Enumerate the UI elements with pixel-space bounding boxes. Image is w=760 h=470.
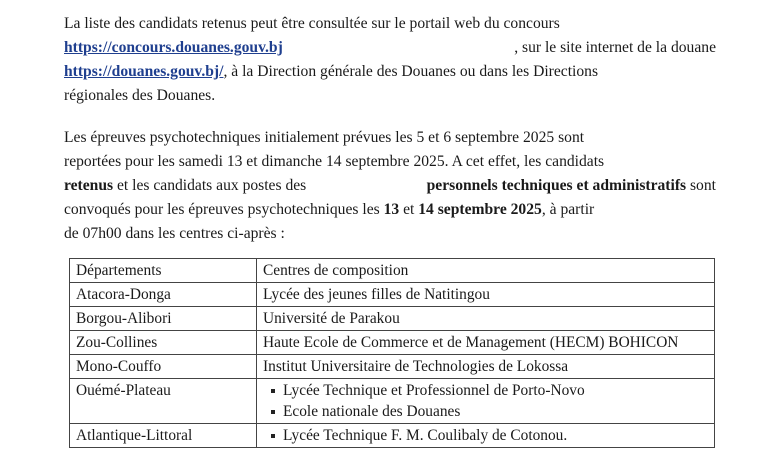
p1-line4: régionales des Douanes. <box>64 87 216 104</box>
table-row <box>70 424 715 448</box>
douanes-site-link[interactable]: https://douanes.gouv.bj/ <box>64 63 224 80</box>
bold-13: 13 <box>383 201 400 218</box>
p2-line5: de 07h00 dans les centres ci-après : <box>64 225 285 242</box>
centre-list <box>263 380 708 422</box>
bold-personnels: personnels techniques et administratifs <box>426 177 687 194</box>
centre-cell: Université de Parakou <box>257 307 715 331</box>
list-item: Ecole nationale des Douanes <box>271 401 708 422</box>
p1-line3-text: , à la Direction générale des Douanes ou dans les Directions <box>223 63 599 80</box>
table-row <box>70 379 715 424</box>
centre-cell <box>257 424 715 448</box>
table-row <box>70 283 715 307</box>
centre-cell <box>257 379 715 424</box>
header-departements: Départements <box>70 259 257 283</box>
dept-cell: Mono-Couffo <box>70 355 257 379</box>
dept-cell: Atlantique-Littoral <box>70 424 257 448</box>
p1-line3 <box>64 60 716 84</box>
bold-retenus: retenus <box>64 177 114 194</box>
table-row <box>70 331 715 355</box>
dept-cell: Zou-Collines <box>70 331 257 355</box>
centre-cell: Institut Universitaire de Technologies de Lokossa <box>257 355 715 379</box>
table-row <box>70 355 715 379</box>
centre-cell: Lycée des jeunes filles de Natitingou <box>257 283 715 307</box>
table-row <box>70 307 715 331</box>
p2-line2: reportées pour les samedi 13 et dimanche 14 septembre 2025. A cet effet, les candidats <box>64 153 605 170</box>
bold-14-sept: 14 septembre 2025 <box>418 201 542 218</box>
centre-list <box>263 425 708 446</box>
paragraph-results-list <box>64 12 716 108</box>
centre-cell: Haute Ecole de Commerce et de Management (HECM) BOHICON <box>257 331 715 355</box>
dept-cell: Borgou-Alibori <box>70 307 257 331</box>
header-centres: Centres de composition <box>257 259 715 283</box>
paragraph-psychotechnical-tests <box>64 126 716 246</box>
dept-cell: Ouémé-Plateau <box>70 379 257 424</box>
concours-portal-link[interactable]: https://concours.douanes.gouv.bj <box>64 39 283 56</box>
centres-table <box>69 258 715 448</box>
list-item: Lycée Technique et Professionnel de Porto-Novo <box>271 380 708 401</box>
p2-line3: retenus et les candidats aux postes des personnels techniques et administratifs sont <box>64 177 716 194</box>
dept-cell: Atacora-Donga <box>70 283 257 307</box>
p1-line2 <box>64 36 716 60</box>
p1-line1: La liste des candidats retenus peut être consultée sur le portail web du concours <box>64 15 560 32</box>
list-item: Lycée Technique F. M. Coulibaly de Cotonou. <box>271 425 708 446</box>
p2-line1: Les épreuves psychotechniques initialement prévues les 5 et 6 septembre 2025 sont <box>64 129 585 146</box>
p2-line4: convoqués pour les épreuves psychotechniques les 13 et 14 septembre 2025, à partir <box>64 201 595 218</box>
p1-line2-text: , sur le site internet de la douane <box>514 39 716 56</box>
table-header-row <box>70 259 715 283</box>
